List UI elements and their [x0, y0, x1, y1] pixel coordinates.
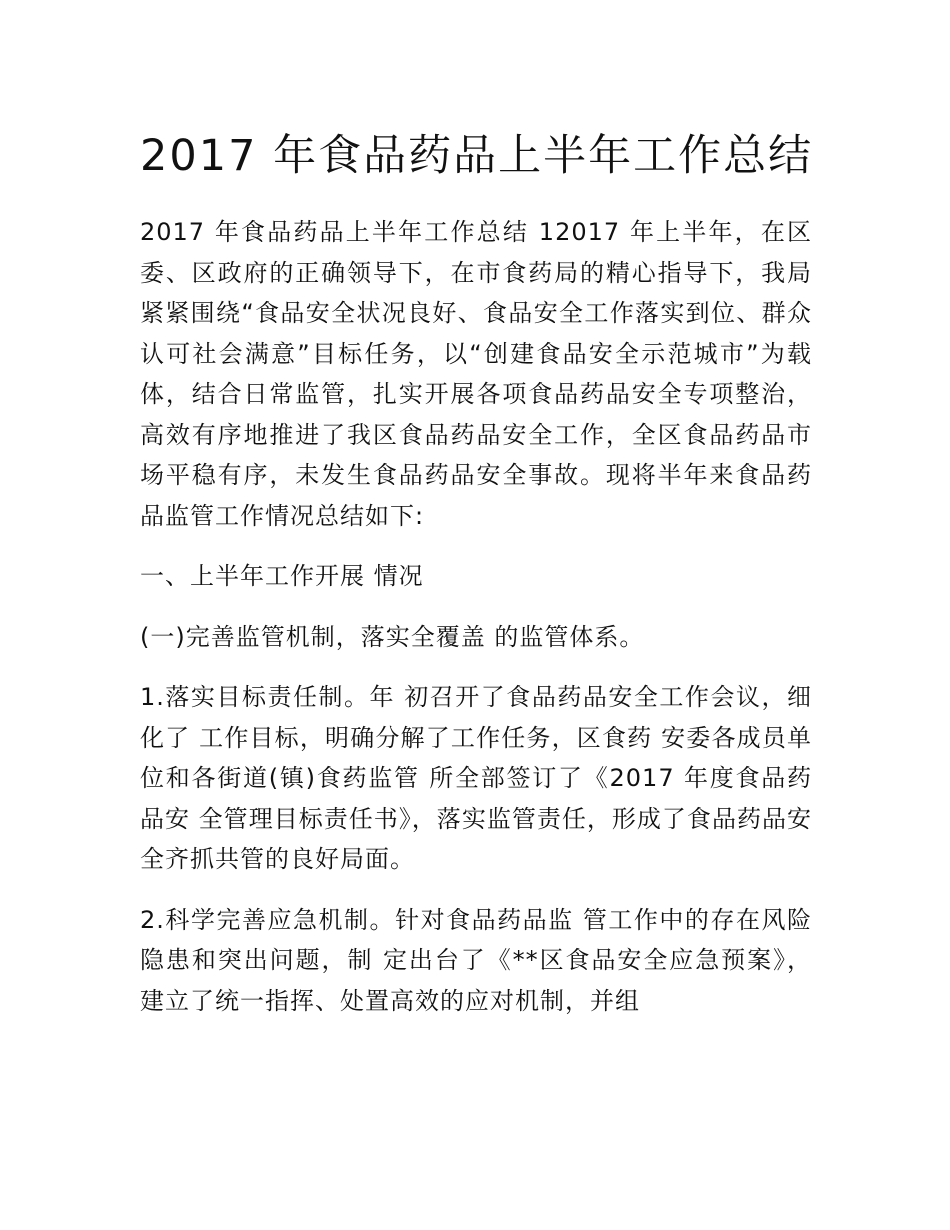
document-page [140, 128, 812, 1041]
subsection-heading-1: (一)完善监管机制，落实全覆盖 的监管体系。 [140, 622, 645, 651]
document-title: 2017 年食品药品上半年工作总结 [140, 131, 814, 181]
paragraph-intro: 2017 年食品药品上半年工作总结 12017 年上半年，在区委、区政府的正确领导下，在市食药局的精心指导下，我局紧紧围绕“食品安全状况良好、食品安全工作落实到位、群众认可社会满意”目标任务，以“创建食品安全示范城市”为载体，结合日常监管，扎实开展各项食品药品安全专项整治，高效有序地推进了我区食品药品安全工作，全区食品药品市场平稳有序，未发生食品药品安全事故。现将半年来食品药品监管工作情况总结如下: [140, 218, 812, 530]
section-heading-1: 一、上半年工作开展 情况 [140, 562, 424, 590]
paragraph-emergency-mechanism: 2.科学完善应急机制。针对食品药品监 管工作中的存在风险隐患和突出问题，制 定出台了《**区食品安全应急预案》，建立了统一指挥、处置高效的应对机制，并组 [140, 905, 812, 1015]
paragraph-target-responsibility: 1.落实目标责任制。年 初召开了食品药品安全工作会议，细化了 工作目标，明确分解了工作任务，区食药 安委各成员单位和各街道(镇)食药监管 所全部签订了《2017 年度食品药品安 全管理目标责任书》，落实监管责任，形成了食品药品安全齐抓共管的良好局面。 [140, 683, 812, 873]
